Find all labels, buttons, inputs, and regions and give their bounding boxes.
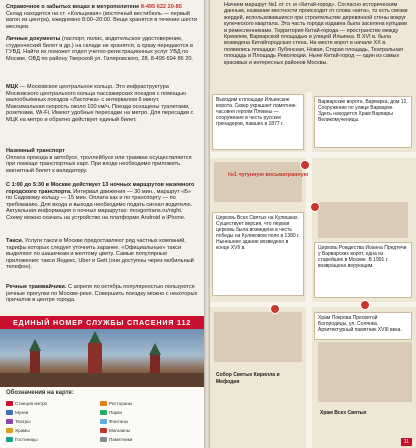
legend-item: Театры xyxy=(6,419,31,424)
church-icon xyxy=(6,428,13,433)
metro-icon xyxy=(6,401,13,406)
bubble-ioann-predtecha: Церковь Рождества Иоанна Предтечи у Варварских ворот, одна из старейших в Москве. В 1991 г. возвращена верующим. xyxy=(314,242,412,298)
hotel-icon xyxy=(6,437,13,442)
bubble-varvarka: Варварские ворота, Варварка, дом 12. Сооружение по улице Варварке. Здесь находится Храм Варвары Великомученицы. xyxy=(314,96,412,148)
legend-item: Храмы xyxy=(6,428,30,433)
lost-items-heading: Справочное о забытых вещах в метрополитене xyxy=(6,4,140,10)
monument-icon xyxy=(100,437,107,442)
mck-body: — Московское центральное кольцо. Это инфраструктура Московского центрального кольца пассажирских поездов с помощью малообъёмных поездов «Ласточка» с интервалом 6 минут. Максимальная скорость около 100 км/ч. Поезда оснащены туалетами, розетками, Wi-Fi. Имеют удобные пересадки на метро. Для пересадки с МЦК на метро и обратно действует единый билет. xyxy=(6,84,194,123)
museum-icon xyxy=(6,410,13,415)
ground-transport-section xyxy=(6,148,198,174)
legend-title: Обозначения на карте: xyxy=(6,390,74,396)
map-pin xyxy=(360,300,370,310)
map-legend xyxy=(0,387,204,448)
night-routes-heading: С 1:00 до 5:30 в Москве действует 13 ночных маршрутов наземного городского транспорта. xyxy=(6,182,195,195)
map-label-all-saints: Храм Всех Святых xyxy=(320,410,367,416)
documents-heading: Личные документы xyxy=(6,36,61,42)
mck-heading: МЦК xyxy=(6,84,19,90)
ground-transport-body: Оплата проезда в автобусе, троллейбусе или трамвае осуществляется при помощи транспортных карт. При входе необходимо приложить магнитный билет к валидатору. xyxy=(6,154,192,174)
taxi-body: Услуги такси в Москве предоставляют ряд частных компаний, тарифы которых следует уточнять заранее. «Официальные» такси выделяют по шашечкам и желтому цвету. Самые популярные приложения: такси Яндекс, Uber и Gett (они доступны через мобильный телефон). xyxy=(6,238,194,271)
bubble-all-saints: Церковь Всех Святых на Кулишках. Существует версия, что первая церковь была возведена в честь победы на Куликовом поле в 1380 г. Нынешнее здание возведено в конце XVII в. xyxy=(212,212,304,296)
route-intro xyxy=(210,0,416,92)
shop-icon xyxy=(100,428,107,433)
taxi-heading: Такси. xyxy=(6,238,24,244)
map-label-kirill-mefody: Собор Святых Кирилла и Мефодия xyxy=(216,372,280,385)
bubble-pokrov: Храм Покрова Пресвятой Богородицы, ул. Солянка. Архитектурный памятник XVIII века. xyxy=(314,312,412,340)
map-pin xyxy=(270,304,280,314)
ground-transport-heading: Наземный транспорт xyxy=(6,148,65,154)
kremlin-photo xyxy=(0,329,204,387)
route-intro-text: Начнем маршрут №1 от ст. м «Китай-город». Согласно историческим данным, название местности происходит от слова «кита», то есть связки жердей, использовавшихся при строительстве деревянной стены вокруг купеческого квартала. Эта часть города издавна была заселена купцами и ремесленниками. Территория Китай-города — пространство между Кремлем, Варварской площадью и улицей Ильинка. В XVI в. была возведена Китайгородская стена. На месте ворот в начале XX в. появились площади: Лубянская, Новая, Старая площадь, Театральная площадь и Площадь Революции. Ныне Китай-город — один из самых красивых и интересных районов Москвы. xyxy=(224,2,408,66)
map-pin xyxy=(300,160,310,170)
lost-items-section xyxy=(6,4,198,30)
legend-item: Музеи xyxy=(6,410,28,415)
page-number: 11 xyxy=(401,438,412,446)
legend-item: Памятники xyxy=(100,437,132,442)
river-trams-heading: Речные трамвайчики. xyxy=(6,284,67,290)
theatre-icon xyxy=(6,419,13,424)
lost-items-phone: 8-495 622 20-85 xyxy=(140,4,182,10)
left-page xyxy=(0,0,204,448)
route-label: №1 чугунную восьмигранную xyxy=(228,172,309,178)
right-page xyxy=(210,0,416,448)
legend-item: Рестораны xyxy=(100,401,132,406)
night-routes-body: Интервал движения — 30 мин., маршрут «Б» по Садовому кольцу — 15 мин. Оплата как и по транспорту — по требованию. Для входа и выхода необходимо подать сигнал водителю. Актуальная информация о ночных маршрутах: mosgortrans.ru/night. Схему можно скачать на устройство на платформе Android и iPhone. xyxy=(6,188,193,221)
documents-section xyxy=(6,36,198,62)
bubble-ilinskie-gates: Выходим к площади Ильинские ворота. Сквер украшает памятник-часовня героям Плевны — сооружение в честь русских гренадеров, павших в 1877 г. xyxy=(212,94,304,150)
legend-item: Гостиницы xyxy=(6,437,38,442)
restaurant-icon xyxy=(100,401,107,406)
legend-item: Станция метро xyxy=(6,401,47,406)
emergency-number-banner: ЕДИНЫЙ НОМЕР СЛУЖБЫ СПАСЕНИЯ 112 xyxy=(0,316,204,329)
river-trams-body: С апреля по октябрь популярностью пользуются речные прогулки по Москве-реке. Совершить поездку можно с некоторых причалов в центре города. xyxy=(6,284,198,304)
legend-item: Магазины xyxy=(100,428,130,433)
legend-item: Фонтаны xyxy=(100,419,128,424)
park-icon xyxy=(100,410,107,415)
lost-items-body: Склад находится на ст. «Кольцевая» (восточный вестибюль — первый вагон из центра), ежедневно 8:00–20:00. Вещи хранятся в течение шести месяцев. xyxy=(6,10,198,30)
taxi-section xyxy=(6,238,198,271)
map-pin xyxy=(310,202,320,212)
route-map xyxy=(210,92,416,448)
mck-section xyxy=(6,84,198,124)
river-trams-section xyxy=(6,284,198,304)
night-routes-section xyxy=(6,182,198,222)
documents-body: (паспорт, полис, водительское удостоверение, студенческий билет и др.) на складе не хранятся, а сразу передаются в ГУВД. Найти их поможет отдел учетно-регистрационных услуг УВД по Москве, ОВД по району Тверской ул. Гиляровского, 28, 8-495 694 86 20. xyxy=(6,36,193,62)
legend-item: Парки xyxy=(100,410,122,415)
fountain-icon xyxy=(100,419,107,424)
